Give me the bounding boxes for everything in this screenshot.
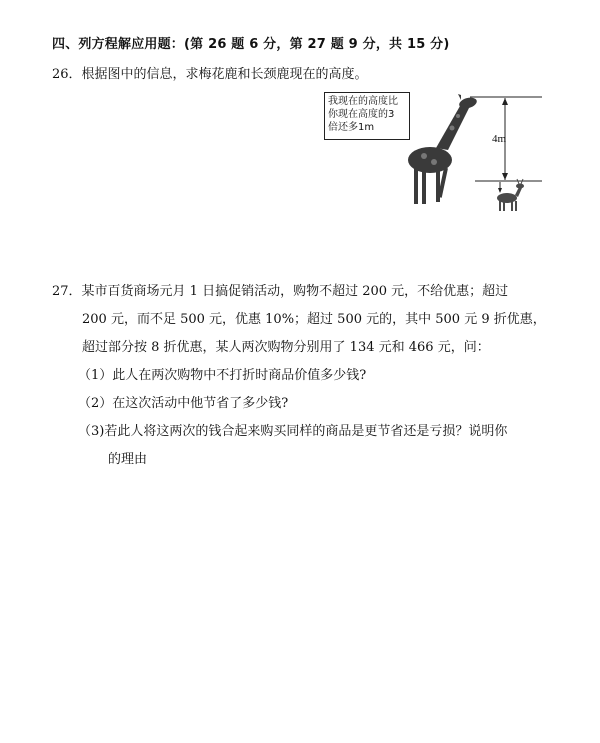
speech-line-2: 你现在高度的3 <box>328 109 395 120</box>
deer-icon <box>497 179 524 211</box>
question-27 <box>52 278 562 474</box>
arrow-head-down-icon <box>502 173 508 180</box>
deer-arrow-head-icon <box>498 188 502 193</box>
question-27-line-2: 200 元，而不足 500 元，优惠 10%；超过 500 元的，其中 500 元 9 折优惠， <box>82 312 546 327</box>
question-26-text: 26．根据图中的信息，求梅花鹿和长颈鹿现在的高度。 <box>52 67 368 82</box>
giraffe-icon <box>408 94 478 204</box>
question-27-part-1: （1）此人在两次购物中不打折时商品价值多少钱? <box>78 368 367 383</box>
speech-bubble <box>324 92 410 140</box>
speech-line-3: 倍还多1m <box>328 122 375 133</box>
speech-line-1: 我现在的高度比 <box>328 96 398 107</box>
arrow-head-up-icon <box>502 98 508 105</box>
question-27-line-3: 超过部分按 8 折优惠，某人两次购物分别用了 134 元和 466 元，问： <box>82 340 490 355</box>
question-27-part-2: （2）在这次活动中他节省了多少钱? <box>78 396 289 411</box>
section-title: 四、列方程解应用题：(第 26 题 6 分，第 27 题 9 分，共 15 分) <box>52 37 450 52</box>
question-27-part-3-cont: 的理由 <box>108 452 148 467</box>
question-27-part-3: （3)若此人将这两次的钱合起来购买同样的商品是更节省还是亏损？说明你 <box>78 424 508 439</box>
height-label: 4m <box>492 133 507 145</box>
question-27-line-1: 27．某市百货商场元月 1 日搞促销活动，购物不超过 200 元，不给优惠；超过 <box>52 284 509 299</box>
giraffe-deer-figure <box>320 88 550 218</box>
